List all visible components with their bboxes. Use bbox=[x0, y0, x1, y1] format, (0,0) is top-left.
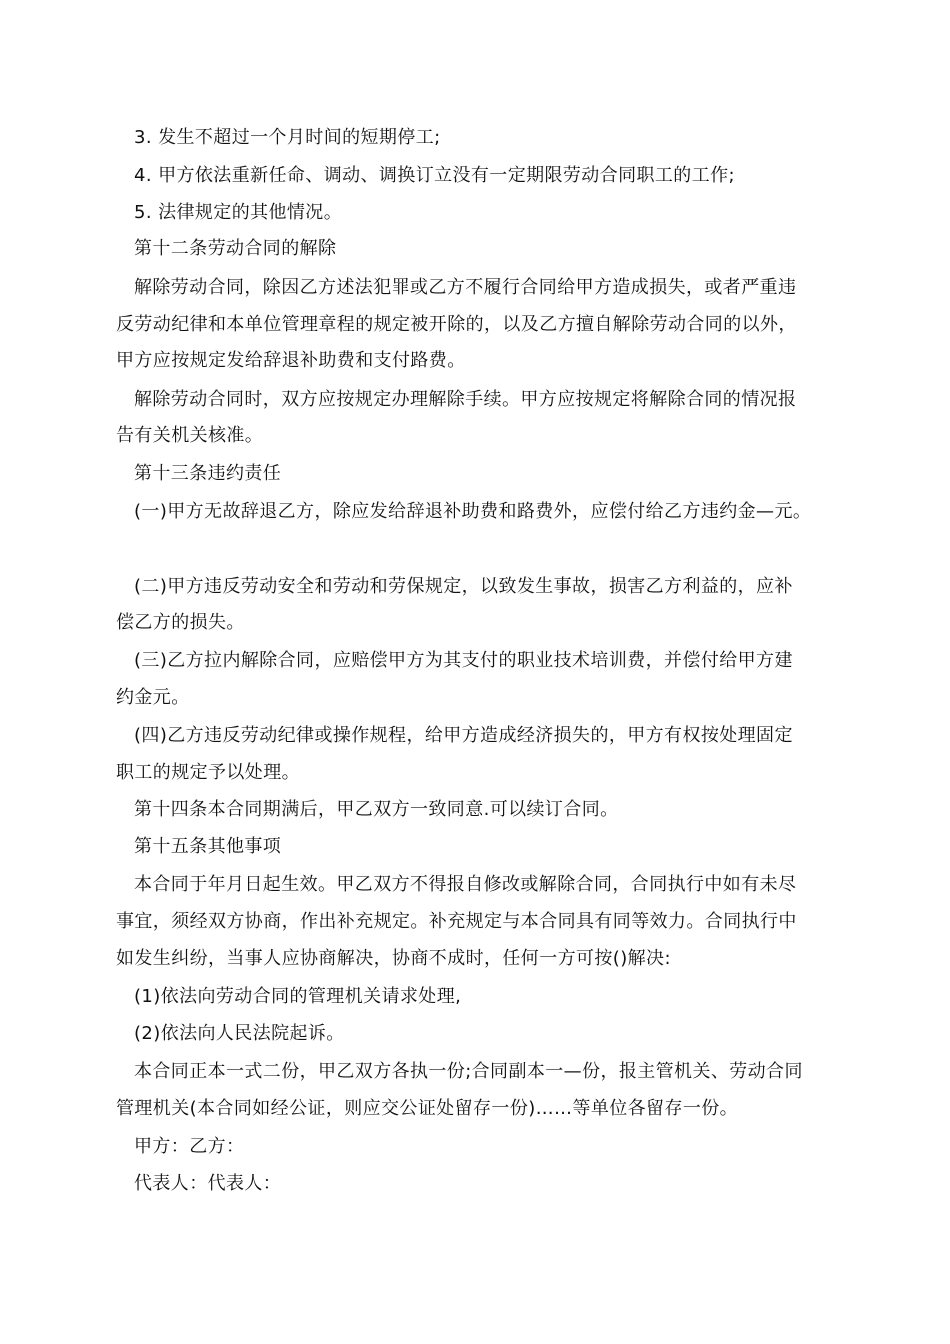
text-line: 如发生纠纷，当事人应协商解决，协商不成时，任何一方可按()解决: bbox=[116, 948, 671, 969]
text-line: 5. 法律规定的其他情况。 bbox=[134, 202, 343, 223]
text-line: 3. 发生不超过一个月时间的短期停工; bbox=[134, 127, 441, 148]
text-line: 4. 甲方依法重新任命、调动、调换订立没有一定期限劳动合同职工的工作; bbox=[134, 165, 735, 186]
text-line: (四)乙方违反劳动纪律或操作规程，给甲方造成经济损失的，甲方有权按处理固定 bbox=[134, 725, 793, 746]
text-line: 第十四条本合同期满后，甲乙双方一致同意.可以续订合同。 bbox=[134, 799, 619, 820]
text-line: 管理机关(本合同如经公证，则应交公证处留存一份)……等单位各留存一份。 bbox=[116, 1098, 739, 1119]
text-line: 甲方应按规定发给辞退补助费和支付路费。 bbox=[116, 350, 466, 371]
text-line: 解除劳动合同，除因乙方述法犯罪或乙方不履行合同给甲方造成损失，或者严重违 bbox=[134, 277, 797, 298]
text-line: (二)甲方违反劳动安全和劳动和劳保规定，以致发生事故，损害乙方利益的，应补 bbox=[134, 576, 793, 597]
section-heading: 第十五条其他事项 bbox=[134, 836, 282, 857]
section-heading: 第十三条违约责任 bbox=[134, 463, 282, 484]
text-line: 反劳动纪律和本单位管理章程的规定被开除的，以及乙方擅自解除劳动合同的以外， bbox=[116, 314, 797, 335]
text-line: 本合同正本一式二份，甲乙双方各执一份;合同副本一—份，报主管机关、劳动合同 bbox=[134, 1061, 803, 1082]
text-line: 职工的规定予以处理。 bbox=[116, 762, 300, 783]
text-line: 告有关机关核准。 bbox=[116, 425, 264, 446]
text-line: 事宜，须经双方协商，作出补充规定。补充规定与本合同具有同等效力。合同执行中 bbox=[116, 911, 797, 932]
text-line: 约金元。 bbox=[116, 687, 190, 708]
signature-line-representative: 代表人：代表人： bbox=[134, 1173, 282, 1194]
text-line: (三)乙方拉内解除合同，应赔偿甲方为其支付的职业技术培训费，并偿付给甲方建 bbox=[134, 650, 793, 671]
signature-line-party: 甲方：乙方： bbox=[134, 1136, 245, 1157]
text-line: 偿乙方的损失。 bbox=[116, 612, 245, 633]
text-line: (一)甲方无故辞退乙方，除应发给辞退补助费和路费外，应偿付给乙方违约金—元。 bbox=[134, 501, 812, 522]
text-line: 解除劳动合同时，双方应按规定办理解除手续。甲方应按规定将解除合同的情况报 bbox=[134, 389, 797, 410]
section-heading: 第十二条劳动合同的解除 bbox=[134, 238, 337, 259]
text-line: (1)依法向劳动合同的管理机关请求处理, bbox=[134, 986, 462, 1007]
text-line: 本合同于年月日起生效。甲乙双方不得报自修改或解除合同，合同执行中如有未尽 bbox=[134, 874, 797, 895]
text-line: (2)依法向人民法院起诉。 bbox=[134, 1023, 345, 1044]
